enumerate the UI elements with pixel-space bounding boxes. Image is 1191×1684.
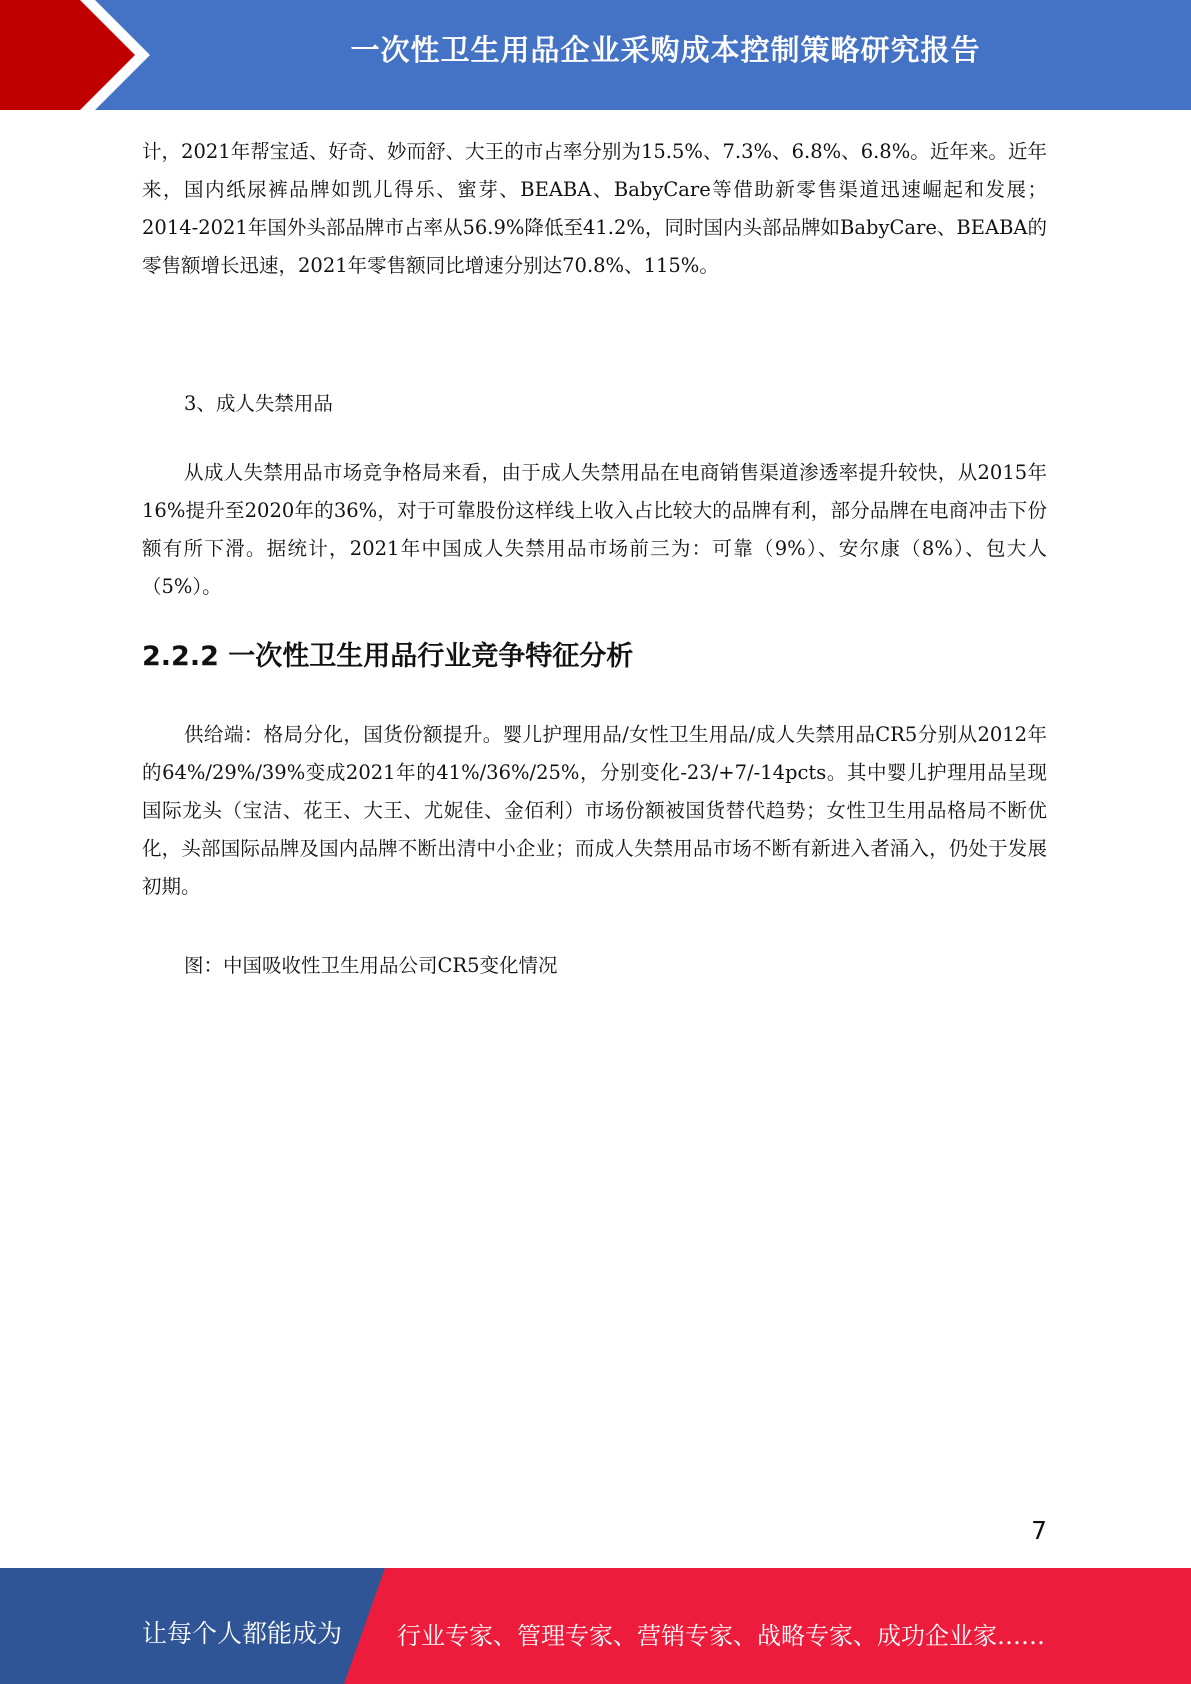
document-title: 一次性卫生用品企业采购成本控制策略研究报告 [350,33,981,67]
body-paragraph-2: 从成人失禁用品市场竞争格局来看，由于成人失禁用品在电商销售渠道渗透率提升较快，从2015年16%提升至2020年的36%，对于可靠股份这样线上收入占比较大的品牌有利，部分品牌在电商冲击下份额有所下滑。据统计，2021年中国成人失禁用品市场前三为：可靠（9%）、安尔康（8%）、包大人（5%）。 [142,461,1047,598]
page-footer [0,1568,1191,1684]
footer-slogan-right: 行业专家、管理专家、营销专家、战略专家、成功企业家…… [397,1622,1045,1650]
subheading-adult-incontinence: 3、成人失禁用品 [184,392,333,415]
figure-caption: 图：中国吸收性卫生用品公司CR5变化情况 [184,954,558,977]
page-number: 7 [1031,1516,1047,1545]
header-arrow-decoration [0,0,160,110]
body-paragraph-1: 计，2021年帮宝适、好奇、妙而舒、大王的市占率分别为15.5%、7.3%、6.8%、6.8%。近年来。近年来，国内纸尿裤品牌如凯儿得乐、蜜芽、BEABA、BabyCare等借助新零售渠道迅速崛起和发展；2014-2021年国外头部品牌市占率从56.9%降低至41.2%，同时国内头部品牌如BabyCare、BEABA的零售额增长迅速，2021年零售额同比增速分别达70.8%、115%。 [142,140,1047,277]
body-paragraph-3: 供给端：格局分化，国货份额提升。婴儿护理用品/女性卫生用品/成人失禁用品CR5分别从2012年的64%/29%/39%变成2021年的41%/36%/25%，分别变化-23/+7/-14pcts。其中婴儿护理用品呈现国际龙头（宝洁、花王、大王、尤妮佳、金佰利）市场份额被国货替代趋势；女性卫生用品格局不断优化，头部国际品牌及国内品牌不断出清中小企业；而成人失禁用品市场不断有新进入者涌入，仍处于发展初期。 [142,723,1047,898]
section-heading: 2.2.2 一次性卫生用品行业竞争特征分析 [142,641,634,672]
page-header [0,0,1191,110]
footer-slogan-left: 让每个人都能成为 [142,1619,343,1648]
